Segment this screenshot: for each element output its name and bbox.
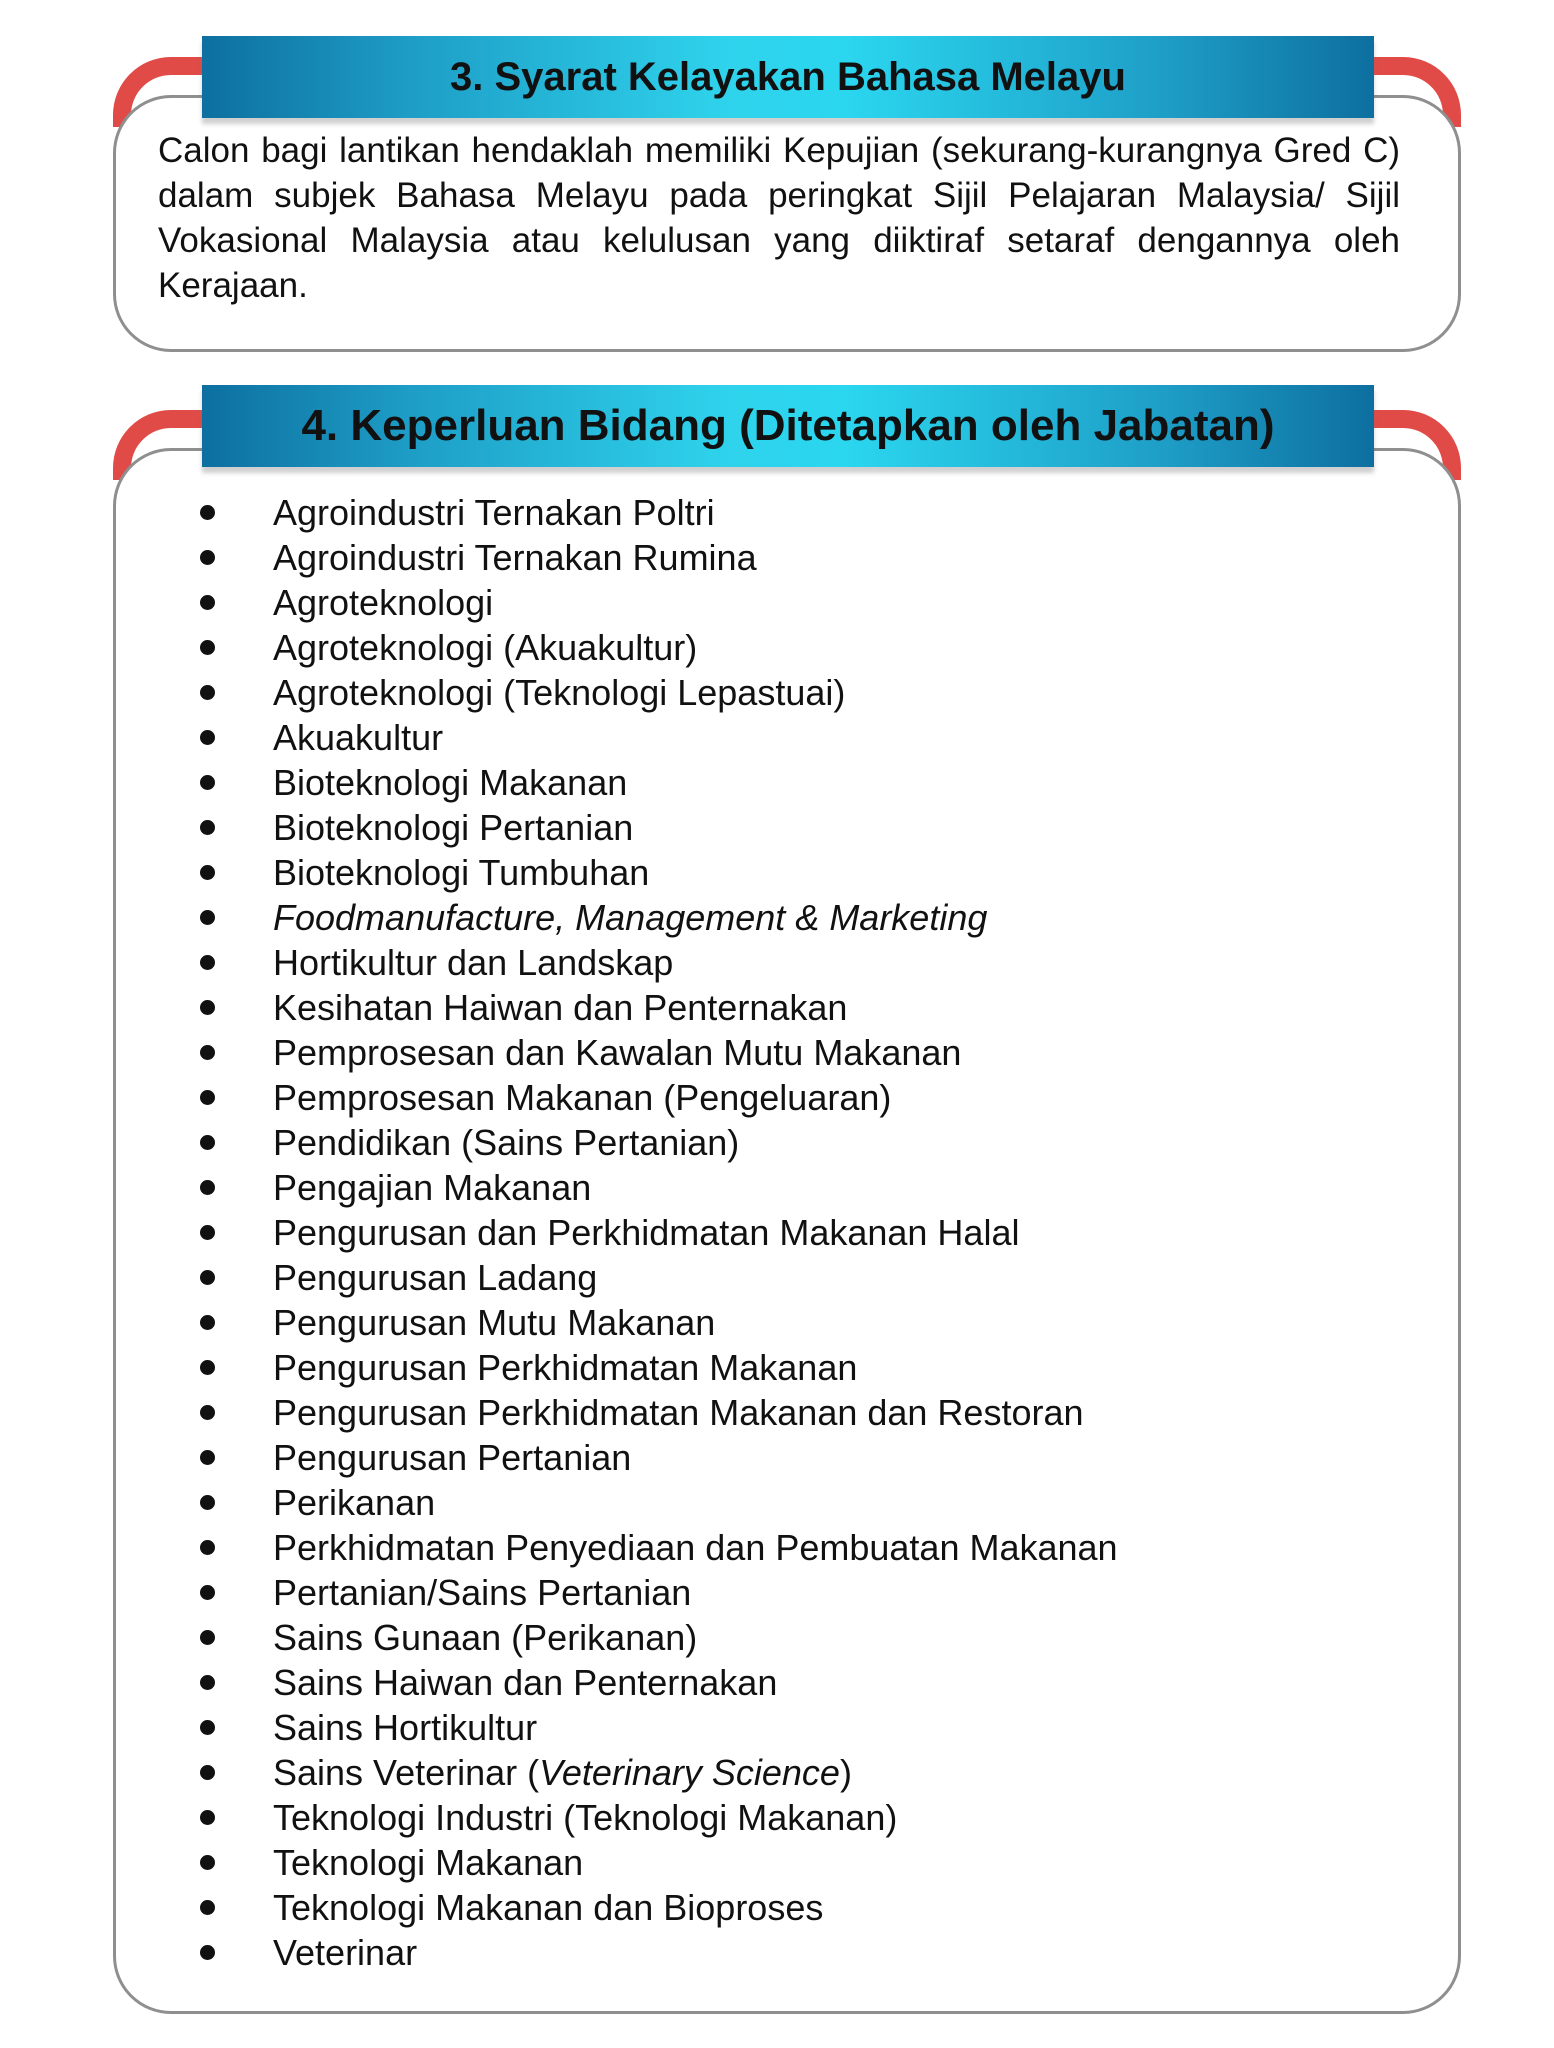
bullet-icon (200, 1045, 215, 1060)
list-item-label: Pertanian/Sains Pertanian (273, 1572, 692, 1613)
list-item (195, 535, 1315, 580)
list-item-label: Pengurusan Perkhidmatan Makanan (273, 1347, 858, 1388)
list-item (195, 805, 1315, 850)
list-item-label: Pengajian Makanan (273, 1167, 592, 1208)
list-item (195, 1930, 1315, 1975)
list-item-label: Bioteknologi Pertanian (273, 807, 634, 848)
list-item-label: Pengurusan Pertanian (273, 1437, 632, 1478)
list-item-label: Pengurusan dan Perkhidmatan Makanan Halal (273, 1212, 1020, 1253)
bullet-icon (200, 1720, 215, 1735)
bullet-icon (200, 820, 215, 835)
bullet-icon (200, 1495, 215, 1510)
list-item (195, 1615, 1315, 1660)
bullet-icon (200, 1945, 215, 1960)
bullet-icon (200, 1405, 215, 1420)
bullet-icon (200, 1000, 215, 1015)
list-item (195, 1795, 1315, 1840)
list-item-label: Pendidikan (Sains Pertanian) (273, 1122, 740, 1163)
bullet-icon (200, 730, 215, 745)
list-item-label: Sains Gunaan (Perikanan) (273, 1617, 698, 1658)
list-item (195, 1345, 1315, 1390)
list-item (195, 850, 1315, 895)
list-item-label: Perkhidmatan Penyediaan dan Pembuatan Makanan (273, 1527, 1118, 1568)
bullet-icon (200, 955, 215, 970)
list-item (195, 1750, 1315, 1795)
section3-body: Calon bagi lantikan hendaklah memiliki Kepujian (sekurang-kurangnya Gred C) dalam subjek Bahasa Melayu pada peringkat Sijil Pelajaran Malaysia/ Sijil Vokasional Malaysia atau kelulusan yang diiktiraf setaraf dengannya oleh Kerajaan. (158, 131, 1400, 305)
list-item-label-suffix: ) (839, 1752, 852, 1793)
list-item (195, 1390, 1315, 1435)
list-item (195, 580, 1315, 625)
list-item-label: Pengurusan Perkhidmatan Makanan dan Restoran (273, 1392, 1084, 1433)
list-item (195, 1525, 1315, 1570)
list-item-label: Teknologi Makanan (273, 1842, 584, 1883)
field-list (195, 490, 1315, 1975)
bullet-icon (200, 505, 215, 520)
section3-title: 3. Syarat Kelayakan Bahasa Melayu (202, 36, 1374, 118)
list-item (195, 1480, 1315, 1525)
list-item-label: Pengurusan Mutu Makanan (273, 1302, 716, 1343)
bullet-icon (200, 865, 215, 880)
list-item-label: Pemprosesan Makanan (Pengeluaran) (273, 1077, 892, 1118)
list-item (195, 1300, 1315, 1345)
bullet-icon (200, 1900, 215, 1915)
list-item (195, 1255, 1315, 1300)
bullet-icon (200, 775, 215, 790)
list-item (195, 1030, 1315, 1075)
bullet-icon (200, 1225, 215, 1240)
list-item (195, 760, 1315, 805)
list-item (195, 1435, 1315, 1480)
list-item (195, 1660, 1315, 1705)
bullet-icon (200, 1855, 215, 1870)
list-item-label: Kesihatan Haiwan dan Penternakan (273, 987, 848, 1028)
list-item (195, 1840, 1315, 1885)
list-item-label: Agroteknologi (273, 582, 494, 623)
list-item-label: Bioteknologi Makanan (273, 762, 628, 803)
section4-title: 4. Keperluan Bidang (Ditetapkan oleh Jabatan) (202, 385, 1374, 467)
list-item-label: Agroteknologi (Teknologi Lepastuai) (273, 672, 846, 713)
list-item-label-prefix: Sains Veterinar ( (273, 1752, 540, 1793)
bullet-icon (200, 1810, 215, 1825)
list-item-label: Sains Hortikultur (273, 1707, 538, 1748)
list-item-label: Veterinar (273, 1932, 418, 1973)
list-item (195, 940, 1315, 985)
list-item (195, 1570, 1315, 1615)
bullet-icon (200, 1450, 215, 1465)
list-item-label: Pemprosesan dan Kawalan Mutu Makanan (273, 1032, 962, 1073)
list-item-label: Hortikultur dan Landskap (273, 942, 674, 983)
bullet-icon (200, 595, 215, 610)
list-item-label: Pengurusan Ladang (273, 1257, 598, 1298)
bullet-icon (200, 1675, 215, 1690)
list-item (195, 1885, 1315, 1930)
bullet-icon (200, 1315, 215, 1330)
list-item (195, 1075, 1315, 1120)
bullet-icon (200, 1585, 215, 1600)
bullet-icon (200, 1630, 215, 1645)
list-item (195, 670, 1315, 715)
list-item-label-italic: Veterinary Science (539, 1752, 840, 1793)
list-item-label: Bioteknologi Tumbuhan (273, 852, 650, 893)
bullet-icon (200, 1765, 215, 1780)
list-item-label: Foodmanufacture, Management & Marketing (273, 897, 988, 938)
list-item-label: Agroindustri Ternakan Poltri (273, 492, 715, 533)
list-item-label: Agroindustri Ternakan Rumina (273, 537, 757, 578)
list-item-label: Teknologi Industri (Teknologi Makanan) (273, 1797, 898, 1838)
bullet-icon (200, 1090, 215, 1105)
bullet-icon (200, 910, 215, 925)
list-item (195, 985, 1315, 1030)
list-item-label: Agroteknologi (Akuakultur) (273, 627, 698, 668)
list-item-label: Perikanan (273, 1482, 436, 1523)
bullet-icon (200, 1270, 215, 1285)
bullet-icon (200, 1180, 215, 1195)
list-item (195, 1120, 1315, 1165)
bullet-icon (200, 640, 215, 655)
bullet-icon (200, 1360, 215, 1375)
list-item-label: Sains Haiwan dan Penternakan (273, 1662, 778, 1703)
list-item-label: Akuakultur (273, 717, 444, 758)
bullet-icon (200, 1135, 215, 1150)
list-item (195, 625, 1315, 670)
list-item (195, 1210, 1315, 1255)
bullet-icon (200, 685, 215, 700)
list-item (195, 490, 1315, 535)
bullet-icon (200, 1540, 215, 1555)
list-item (195, 1705, 1315, 1750)
list-item-label: Teknologi Makanan dan Bioproses (273, 1887, 824, 1928)
bullet-icon (200, 550, 215, 565)
list-item (195, 895, 1315, 940)
list-item (195, 1165, 1315, 1210)
list-item (195, 715, 1315, 760)
